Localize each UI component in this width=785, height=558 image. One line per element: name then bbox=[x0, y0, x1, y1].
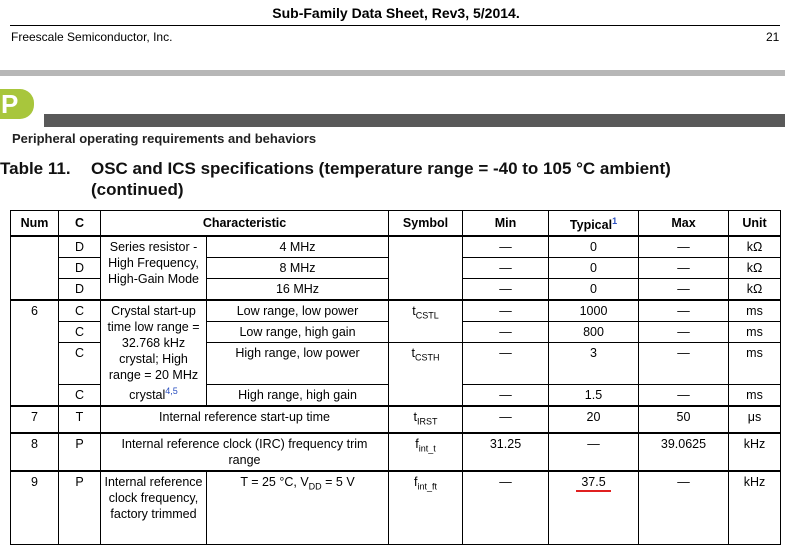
cell-min: 31.25 bbox=[463, 433, 549, 471]
header-min: Min bbox=[463, 211, 549, 237]
logo-letter: P bbox=[1, 89, 19, 119]
cell-min: — bbox=[463, 471, 549, 545]
cell-num: 7 bbox=[11, 406, 59, 433]
cell-min: — bbox=[463, 406, 549, 433]
cell-c: T bbox=[59, 406, 101, 433]
cell-unit: ms bbox=[729, 300, 781, 322]
cell-symbol: $t_{CSTH}$ bbox=[389, 343, 463, 407]
cell-unit: kΩ bbox=[729, 258, 781, 279]
cell-c: D bbox=[59, 279, 101, 301]
cell-min: — bbox=[463, 236, 549, 258]
cell-min: — bbox=[463, 300, 549, 322]
cell-typ: 3 bbox=[549, 343, 639, 385]
table-row bbox=[11, 433, 781, 471]
table-row bbox=[11, 406, 781, 433]
cell-symbol: $t_{CSTL}$ bbox=[389, 300, 463, 343]
cell-unit: ms bbox=[729, 322, 781, 343]
cell-max: — bbox=[639, 236, 729, 258]
typical-footnote[interactable]: 1 bbox=[612, 216, 618, 226]
cell-max: — bbox=[639, 343, 729, 385]
cell-max: — bbox=[639, 385, 729, 407]
cell-max: — bbox=[639, 300, 729, 322]
cell-unit: μs bbox=[729, 406, 781, 433]
cell-crystal-label: Crystal start-up time low range = 32.768 kHz crystal; High range = 20 MHz crystal$^{4,5}$ bbox=[101, 300, 207, 406]
header-unit: Unit bbox=[729, 211, 781, 237]
cell-unit: ms bbox=[729, 385, 781, 407]
table-row bbox=[11, 236, 781, 258]
header-typical: Typical$^1$ bbox=[549, 211, 639, 237]
cell-c: P bbox=[59, 471, 101, 545]
cell-typ: 800 bbox=[549, 322, 639, 343]
cell-c: D bbox=[59, 258, 101, 279]
cell-symbol: $f_{int\_t}$ bbox=[389, 433, 463, 471]
cell-typ bbox=[549, 471, 639, 545]
header-c: C bbox=[59, 211, 101, 237]
cell-min: — bbox=[463, 385, 549, 407]
cell-unit: kHz bbox=[729, 433, 781, 471]
cell-condition: 8 MHz bbox=[207, 258, 389, 279]
cell-condition: High range, low power bbox=[207, 343, 389, 385]
cell-condition: Low range, high gain bbox=[207, 322, 389, 343]
cell-typ: 20 bbox=[549, 406, 639, 433]
header-num: Num bbox=[11, 211, 59, 237]
cell-num: 9 bbox=[11, 471, 59, 545]
cell-c: C bbox=[59, 343, 101, 385]
cell-unit: kΩ bbox=[729, 236, 781, 258]
cell-max: 39.0625 bbox=[639, 433, 729, 471]
cell-min: — bbox=[463, 279, 549, 301]
cell-condition: 4 MHz bbox=[207, 236, 389, 258]
cell-unit: ms bbox=[729, 343, 781, 385]
cell-typ: 0 bbox=[549, 258, 639, 279]
cell-typ: 0 bbox=[549, 236, 639, 258]
cell-max: — bbox=[639, 279, 729, 301]
header-characteristic: Characteristic bbox=[101, 211, 389, 237]
logo bbox=[0, 89, 34, 119]
cell-symbol: $t_{IRST}$ bbox=[389, 406, 463, 433]
cell-c: P bbox=[59, 433, 101, 471]
company-name: Freescale Semiconductor, Inc. bbox=[11, 30, 173, 44]
cell-condition: Low range, low power bbox=[207, 300, 389, 322]
cell-typ: — bbox=[549, 433, 639, 471]
cell-typ: 1.5 bbox=[549, 385, 639, 407]
header-max: Max bbox=[639, 211, 729, 237]
header-symbol: Symbol bbox=[389, 211, 463, 237]
section-bar bbox=[44, 114, 785, 127]
page-number: 21 bbox=[766, 30, 780, 44]
cell-c: C bbox=[59, 385, 101, 407]
cell-c: C bbox=[59, 322, 101, 343]
cell-symbol bbox=[389, 236, 463, 300]
cell-num: 6 bbox=[11, 300, 59, 406]
cell-c: D bbox=[59, 236, 101, 258]
cell-unit: kHz bbox=[729, 471, 781, 545]
cell-max: 50 bbox=[639, 406, 729, 433]
table-title-line2: (continued) bbox=[91, 180, 184, 199]
cell-unit: kΩ bbox=[729, 279, 781, 301]
cell-num: 8 bbox=[11, 433, 59, 471]
cell-condition: High range, high gain bbox=[207, 385, 389, 407]
cell-min: — bbox=[463, 258, 549, 279]
table-header-row bbox=[11, 211, 781, 237]
header-rule bbox=[10, 25, 780, 26]
table-number: Table 11. bbox=[0, 159, 71, 178]
cell-typ: 0 bbox=[549, 279, 639, 301]
cell-condition: T = 25 °C, $V_{DD} = 5$ V bbox=[207, 471, 389, 545]
cell-min: — bbox=[463, 322, 549, 343]
cell-series-label: Series resistor - High Frequency, High-Gain Mode bbox=[101, 236, 207, 300]
cell-characteristic: Internal reference start-up time bbox=[101, 406, 389, 433]
cell-irc-label: Internal reference clock frequency, factory trimmed bbox=[101, 471, 207, 545]
table-row bbox=[11, 300, 781, 322]
spec-table bbox=[10, 210, 781, 545]
cell-condition: 16 MHz bbox=[207, 279, 389, 301]
cell-max: — bbox=[639, 322, 729, 343]
cell-min: — bbox=[463, 343, 549, 385]
cell-max: — bbox=[639, 471, 729, 545]
highlighted-value: 37.5 bbox=[576, 475, 610, 492]
document-title: Sub-Family Data Sheet, Rev3, 5/2014. bbox=[272, 5, 520, 21]
cell-symbol: $f_{int\_ft}$ bbox=[389, 471, 463, 545]
cell-num bbox=[11, 236, 59, 300]
cell-typ: 1000 bbox=[549, 300, 639, 322]
cell-characteristic: Internal reference clock (IRC) frequency trim range bbox=[101, 433, 389, 471]
crystal-footnotes[interactable]: 4,5 bbox=[165, 386, 178, 397]
section-title: Peripheral operating requirements and behaviors bbox=[12, 131, 317, 146]
table-title-line1: OSC and ICS specifications (temperature range = -40 to 105 °C ambient) bbox=[91, 159, 671, 178]
cell-c: C bbox=[59, 300, 101, 322]
header-bar bbox=[0, 70, 785, 76]
cell-max: — bbox=[639, 258, 729, 279]
table-row bbox=[11, 471, 781, 545]
